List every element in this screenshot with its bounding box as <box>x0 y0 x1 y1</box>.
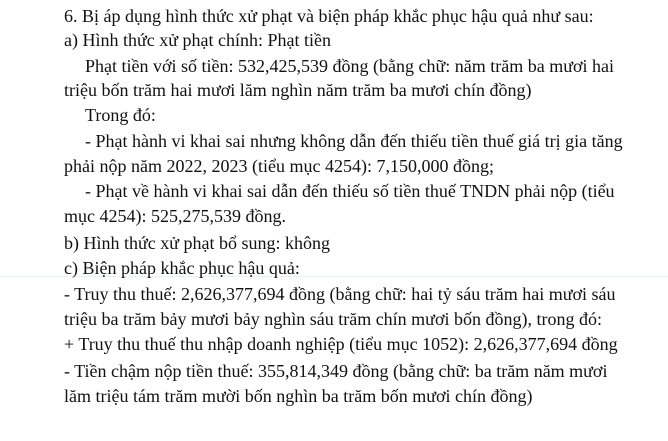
cit-recovery-line: + Truy thu thuế thu nhập doanh nghiệp (tiểu mục 1052): 2,626,377,694 đồng <box>64 334 618 354</box>
cit-fine-line-2: mục 4254): 525,275,539 đồng. <box>64 206 286 226</box>
fine-amount-line-1: Phạt tiền với số tiền: 532,425,539 đồng (bằng chữ: năm trăm ba mươi hai <box>85 56 614 76</box>
late-payment-line-2: lăm triệu tám trăm mười bốn nghìn ba trăm bốn mươi chín đồng) <box>64 386 533 406</box>
late-payment-line-1: - Tiền chậm nộp tiền thuế: 355,814,349 đồng (bằng chữ: ba trăm năm mươi <box>64 361 608 381</box>
breakdown-heading: Trong đó: <box>85 105 156 125</box>
vat-fine-line-2: phải nộp năm 2022, 2023 (tiểu mục 4254): 7,150,000 đồng; <box>64 156 494 176</box>
vat-fine-line-1: - Phạt hành vi khai sai nhưng không dẫn đến thiếu tiền thuế giá trị gia tăng <box>85 131 623 151</box>
item-c-heading: c) Biện pháp khắc phục hậu quả: <box>64 258 300 278</box>
cit-fine-line-1: - Phạt về hành vi khai sai dẫn đến thiếu số tiền thuế TNDN phải nộp (tiểu <box>85 181 615 201</box>
item-a-heading: a) Hình thức xử phạt chính: Phạt tiền <box>64 30 331 50</box>
item-b-heading: b) Hình thức xử phạt bổ sung: không <box>64 233 330 253</box>
tax-recovery-line-2: triệu ba trăm bảy mươi bảy nghìn sáu trăm chín mươi bốn đồng), trong đó: <box>64 309 602 329</box>
tax-recovery-line-1: - Truy thu thuế: 2,626,377,694 đồng (bằng chữ: hai tỷ sáu trăm hai mươi sáu <box>64 284 616 304</box>
section-6-heading: 6. Bị áp dụng hình thức xử phạt và biện pháp khắc phục hậu quả như sau: <box>64 6 594 26</box>
fine-amount-line-2: triệu bốn trăm hai mươi lăm nghìn năm trăm ba mươi chín đồng) <box>64 80 532 100</box>
